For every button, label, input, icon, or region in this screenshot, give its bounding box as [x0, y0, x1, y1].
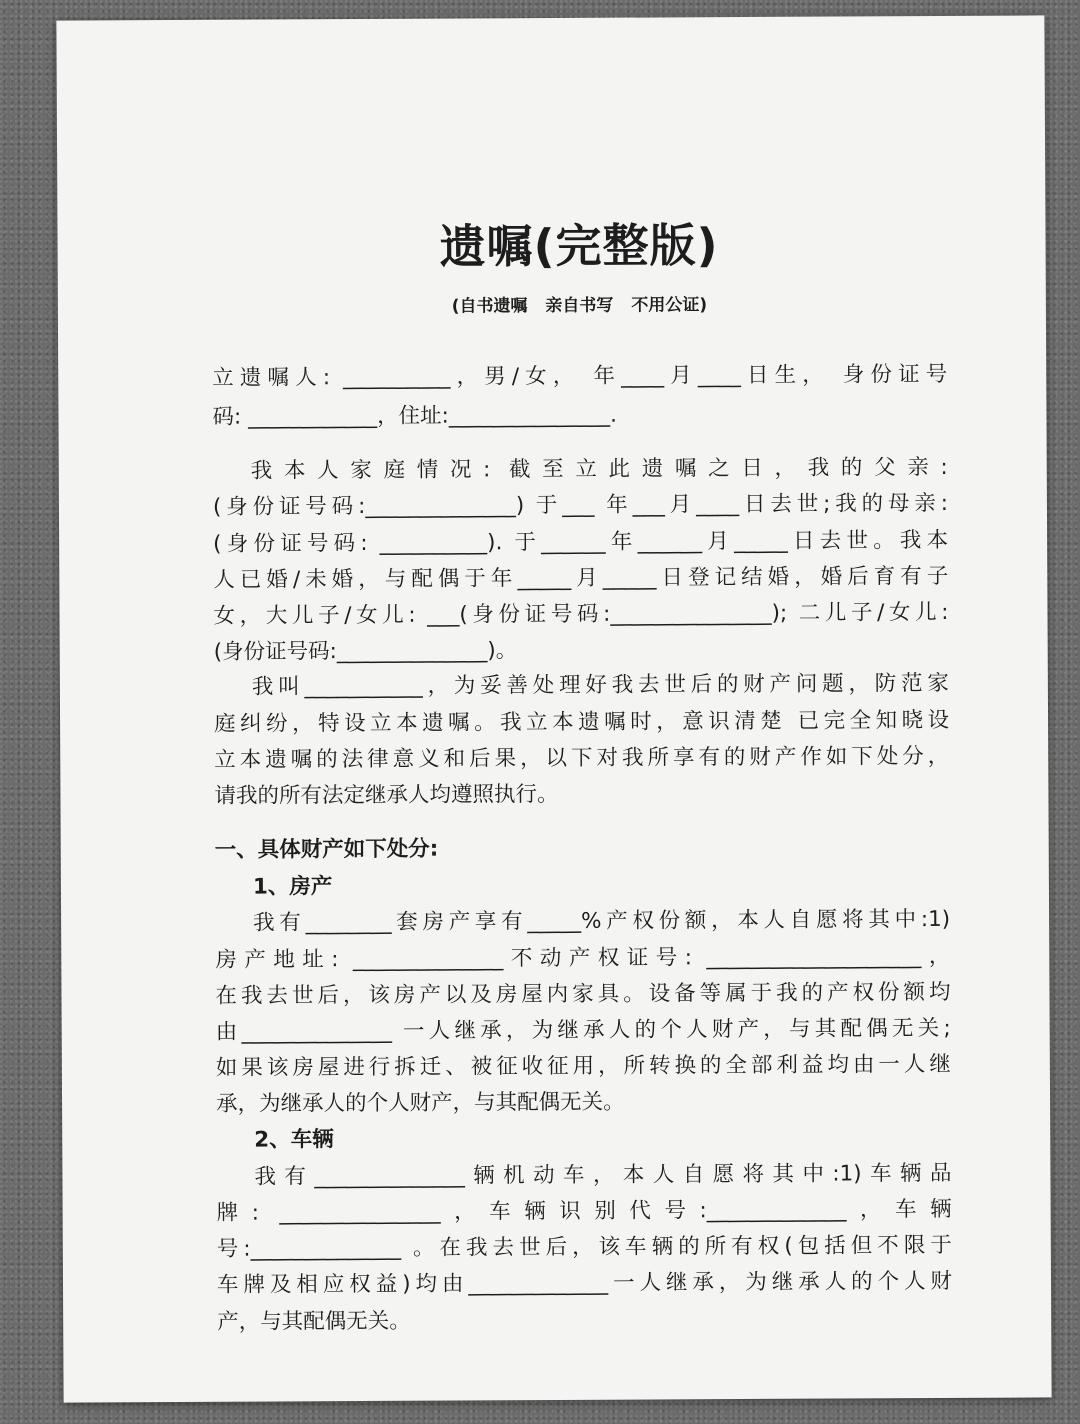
property-para-line-1: 我有________套房产享有_____%产权份额，本人自愿将其中:1): [253, 906, 951, 936]
intent-para-line-3: 立本遗嘱的法律意义和后果，以下对我所享有的财产作如下处分，: [214, 743, 950, 773]
property-para-line-5: 如果该房屋进行拆迁、被征收征用，所转换的全部利益均由一人继: [215, 1051, 951, 1081]
vehicle-para-line-5: 产，与其配偶无关。: [217, 1308, 411, 1335]
intent-para-line-4: 请我的所有法定继承人均遵照执行。: [214, 781, 559, 809]
vehicle-para-line-2: 牌: _______________，车辆识别代号:_____________，车辆: [216, 1196, 952, 1226]
vehicle-para-line-4: 车牌及相应权益)均由_____________一人继承，为继承人的个人财: [216, 1268, 953, 1298]
family-para-line-1: 我本人家庭情况: 截至立此遗嘱之日，我的父亲:: [250, 454, 948, 484]
subsection-heading-vehicle: 2、车辆: [254, 1127, 334, 1153]
section-heading-assets: 一、具体财产如下处分:: [214, 836, 439, 863]
family-para-line-5: 女，大儿子/女儿: ___(身份证号码:_______________); 二儿子/女儿:: [213, 599, 949, 629]
vehicle-para-line-1: 我有______________辆机动车，本人自愿将其中:1)车辆品: [254, 1160, 952, 1190]
family-para-line-3: (身份证号码: __________). 于______年______月_____日去世。我本: [213, 527, 949, 557]
property-para-line-4: 由______________ 一人继承，为继承人的个人财产，与其配偶无关;: [215, 1015, 951, 1045]
testator-line-1: 立遗嘱人: __________，男/女， 年____月____日生， 身份证号: [212, 361, 948, 391]
family-para-line-6: (身份证号码:______________)。: [213, 638, 518, 665]
property-para-line-3: 在我去世后，该房产以及房屋内家具。设备等属于我的产权份额均: [215, 979, 951, 1009]
family-para-line-4: 人已婚/未婚，与配偶于年_____月_____日登记结婚，婚后育有子: [213, 563, 949, 593]
vehicle-para-line-3: 号:______________ 。在我去世后，该车辆的所有权(包括但不限于: [216, 1232, 952, 1262]
property-para-line-6: 承，为继承人的个人财产，与其配偶无关。: [215, 1089, 625, 1117]
testator-line-2: 码: ____________，住址:_______________.: [212, 402, 617, 430]
intent-para-line-1: 我叫___________，为妥善处理好我去世后的财产问题，防范家: [251, 670, 949, 700]
paper-sheet: [56, 15, 1051, 1402]
property-para-line-2: 房产地址: ______________不动产权证号: ____________________，: [215, 943, 951, 973]
family-para-line-2: (身份证号码:______________) 于___ 年___月____日去世;我的母亲:: [212, 490, 948, 520]
intent-para-line-2: 庭纠纷，特设立本遗嘱。我立本遗嘱时，意识清楚 已完全知晓设: [214, 707, 950, 737]
subsection-heading-property: 1、房产: [252, 874, 333, 900]
document-title: 遗嘱(完整版): [439, 218, 719, 274]
document-subtitle: (自书遗嘱 亲自书写 不用公证): [451, 295, 708, 317]
will-document: [210, 16, 953, 1335]
